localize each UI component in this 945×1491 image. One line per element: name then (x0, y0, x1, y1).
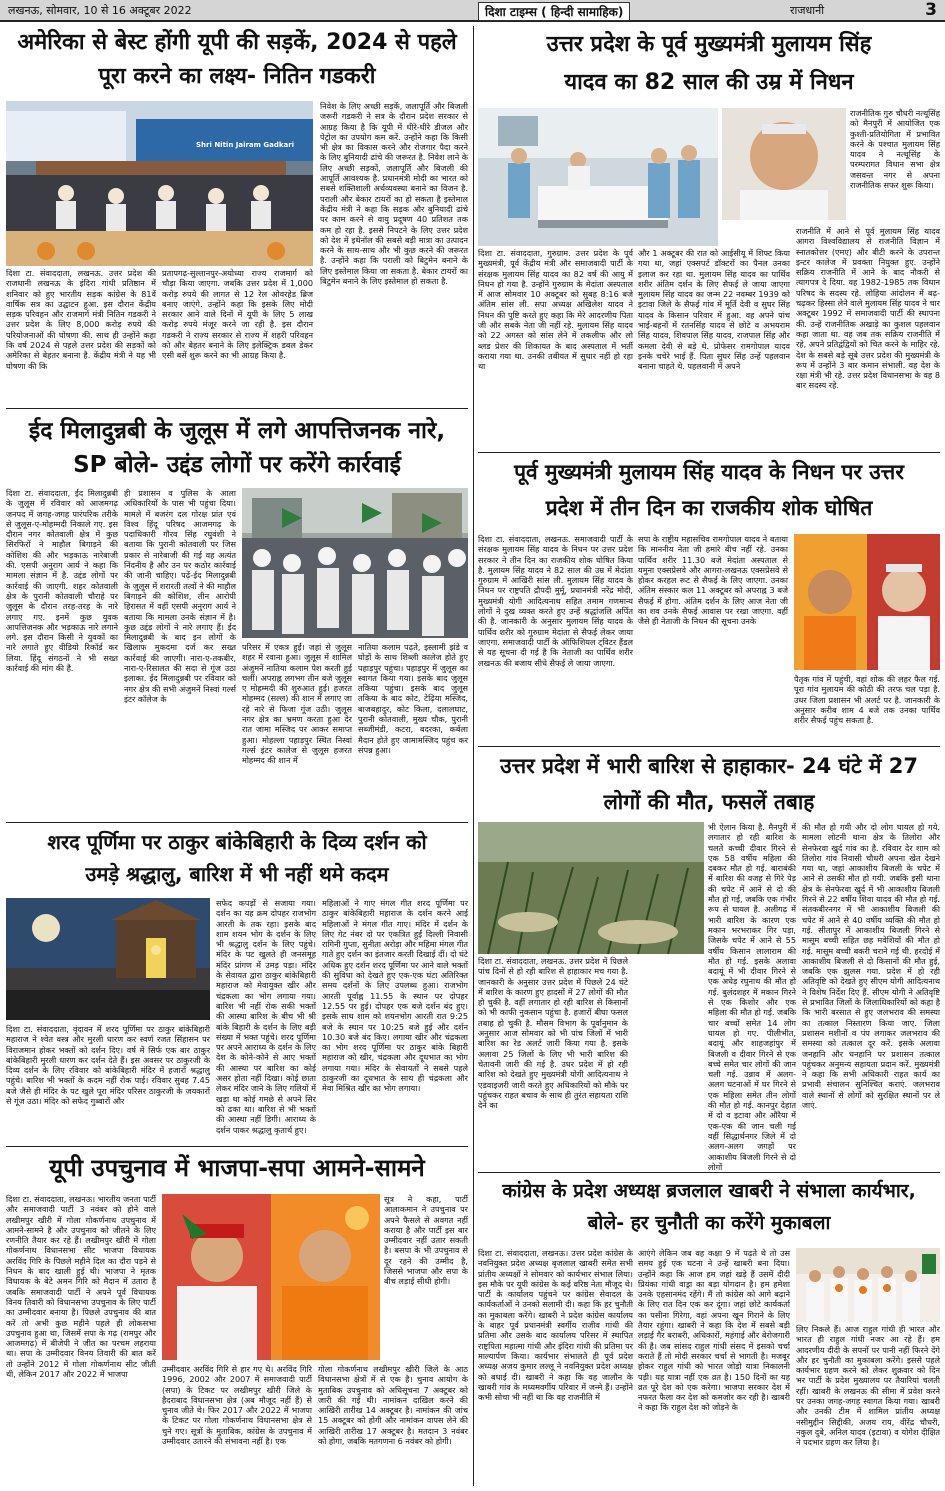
upchunav-text-col1: दिशा टा. संवाददाता, लखनऊ। भारतीय जनता पार्टी और समाजवादी पार्टी 3 नवंबर को होने वाले लखीमपुर खीरी में गोला गोकर्णनाथ उपचुनाव में आमने-सामने है और उपचुनाव को जीतने के लिए रणनीति तैयार कर रहे हैं। लखीमपुर खीरी में गोला गोकर्णनाथ विधानसभा सीट भाजपा विधायक अरविंद गिरि के पिछले महीने दिल का दौरा पड़ने से निधन के बाद खाली हुई थी। भाजपा ने मृतक विधायक के बेटे अमन गिरि को मैदान में उतारा है जबकि समाजवादी पार्टी ने अपने पूर्व विधायक विनय तिवारी को विधानसभा उपचुनाव के लिए पार्टी का उम्मीदवार बनाया है। पिछले उपचुनाव की बात करें तो अभी कुछ महीने पहले ही लोकसभा उपचुनाव हुआ था, जिसमें सपा के गढ़ (रामपुर और आजमगढ़) में बीजेपी ने जीत का परचम लहराया था। सपा के उम्मीदवार विनय तिवारी की बात करें तो उन्होंने 2012 में गोला गोकर्णनाथ सीट जीती थी, लेकिन 2017 और 2022 में भाजपा (6, 1194, 156, 1380)
upchunav-text-col2: उम्मीदवार अरविंद गिरि से हार गए थे। अरविंद गिरि 1996, 2002 और 2007 में समाजवादी पार्टी (सपा) के टिकट पर लखीमपुर खीरी जिले के हैदराबाद विधानसभा क्षेत्र (अब मौजूद नहीं हैं) से चुनाव जीते थे। फिर 2017 और 2022 में भाजपा के टिकट पर गोला गोकर्णनाथ विधानसभा क्षेत्र से चुने गए। सूत्रों के मुताबिक, कांग्रेस के उपचुनाव में उम्मीदवार उतारने की संभावना नहीं है। एक (162, 1364, 312, 1447)
header-newspaper-name: दिशा टाइम्स ( हिन्दी सामाहिक) (478, 2, 630, 21)
mulayam-text-col2: और 1 अक्टूबर की रात को आईसीयू में शिफ्ट किया गया था, जहां एक्सपर्ट डॉक्टरों का पैनल उनका इलाज कर रहा था. मुलायम सिंह यादव का पार्थिव शरीर अंतिम दर्शन के लिए सैफई ले जाया जाएगा मुलायम सिंह यादव का जन्म 22 नवम्बर 1939 को इटावा जिले के सैफई गांव में मूर्ति देवी व सुघर सिंह यादव के किसान परिवार में हुआ. वह अपने पांच भाई-बहनों में रतनसिंह यादव से छोटे व अभयराम सिंह यादव, शिवपाल सिंह यादव, राजपाल सिंह और कमला देवी से बड़े थे. प्रोफेसर रामगोपाल यादव इनके चचेरे भाई हैं. पिता सुघर सिंह उन्हें पहलवान बनाना चाहते थे. पहलवानी में अपने (638, 248, 790, 372)
gadkari-text-col1: दिशा टा. संवाददाता, लखनऊ. उत्तर प्रदेश की राजधानी लखनऊ के इंदिरा गांधी प्रतिष्ठान में शनिवार को हुए भारतीय सड़क कांग्रेस के 81वें वार्षिक सत्र का उद्घाटन हुआ. इस दौरान केंद्रीय सड़क परिवहन और राजमार्ग मंत्री नितिन गडकरी ने उत्तर प्रदेश के लिए 8,000 करोड़ रुपये की परियोजनाओं की घोषणा की. साथ ही उन्होंने कहा कि वर्ष 2024 से पहले उत्तर प्रदेश की सड़कों को अमेरिका से बेहतर बनाना है. केंद्रीय मंत्री ने यह भी घोषणा की कि (6, 268, 156, 371)
eid-text-col2: ही प्रशासन व पुलिस के आला अधिकारियों के पास भी पहुंचा दिया। मामले में बजरंग दल गोरक्ष प्रांत एवं विश्व हिंदू परिषद आजमगढ़ के पदाधिकारी गौरव सिंह रघुवंशी ने बताया कि पुरानी कोतवाली पर जिस प्रकार से नारेबाजी की गई वह अत्यंत निंदनीय है और उन पर कठोर कार्रवाई की जानी चाहिए। पढ़ें-ईद मिलादुन्नबी के जुलूस में शरारती तत्वों ने की माहौल बिगाड़ने की कोशिश, तीन आरोपी हिरासत में वहीं एसपी अनुराग आर्य ने बताया कि मामला उनके संज्ञान में है। कुछ उद्दंड लोगों ने नारे लगाए हैं। ईद मिलादुन्नबी के बाद इन लोगों के खिलाफ मुकदमा दर्ज कर सख्त कार्रवाई की जाएगी। नारा-ए-तकबीर, नारा-ए-रिसालत की सदा से गूंज उठा इलाका. ईद मिलादुन्नबी पर रविवार को नगर क्षेत्र की सभी अंजुमनें निस्वां गर्ल्स इंटर कॉलेज के (124, 488, 236, 704)
divider (6, 1146, 468, 1147)
sharad-headline-line1: शरद पूर्णिमा पर ठाकुर बांकेबिहारी के दिव्य दर्शन को (47, 830, 427, 854)
eid-text-col3: परिसर में एकत्र हुईं। जहां से जुलूस शहर में रवाना हुआ। जुलूस में शामिल अंजुमनें नातिया कलाम पेश करती हुई चलीं। अपराह्न लगभग तीन बजे जुलूस ए मोहम्मदी की शुरुआत हुई। हजरत मोहम्मद (सल्ल) की शान में लगाए जा रहे नारे से फिजा गूंज उठी। जुलूस नगर क्षेत्र का भ्रमण करता हुआ देर रात जामा मस्जिद पर आकर समाप्त हुआ। मोहल्ला पहाड़पुर स्थित निस्वां गर्ल्स इंटर कालेज से जुलूस हजरत मोहम्मद की शान में (242, 642, 352, 766)
shok-leaders-photo (794, 534, 940, 670)
gadkari-event-photo (6, 101, 313, 266)
sharad-temple-photo (6, 898, 210, 1020)
header-date: लखनऊ, सोमवार, 10 से 16 अक्टूबर 2022 (8, 4, 192, 17)
sharad-text-col2: सफेद कपड़ों से सजाया गया। दर्शन का यह क्रम दोपहर राजभोग आरती के तक रहा। इसके बाद शाम शयन भोग के दर्शन के लिए भी श्रद्धालु दर्शन के लिए पहुंचे। मंदिर के पट खुलते ही जनसमूह मंदिर प्रांगण में उमड़ पड़ा। मंदिर के सेवायत द्वारा ठाकुर बांकेबिहारी महाराज को मेवायुक्त खीर और चंद्रकला का भोग लगाया गया। बारिश भी नहीं रोक सकी भक्तों की आस्था बारिश के बीच भी श्री बांके बिहारी के दर्शन के लिए बड़ी संख्या में भक्त पहुंचे। शरद पूर्णिमा पर अपने आराध्य के दर्शन के लिए देश के कोने-कोने से आए भक्तों की आस्था पर बारिश का कोई असर होता नहीं दिखा। कोई छाता लेकर मंदिर जाने के लिए गलियों में खड़ा था कोई गमछे से अपने सिर को ढका था। बारिश से भी भक्तों की आस्था नहीं डिगी। आराध्य के दर्शन पाकर श्रद्धालु कृतार्थ हुए। (216, 898, 316, 1135)
khabri-text-col3: लिए निकले हैं। आज राहुल गांधी ही भारत और भारत ही राहुल गांधी नजर आ रहे हैं। हम आदरणीय दीदी के सपनों पर पानी नहीं फिरने देंगे और हर चुनौती का मुकाबला करेंगे। इससे पहले कार्यभार ग्रहण करने को लेकर शुक्रवार को दिन भर पार्टी के प्रदेश मुख्यालय पर तैयारियां चलती रहीं। खाबरी के लखनऊ की सीमा में प्रवेश करने पर उनका जगह-जगह स्वागत किया गया। खाबरी और उनकी टीम में शामिल प्रांतीय अध्यक्ष नसीमुद्दीन सिद्दीकी, अजय राय, वीरेंद्र चौधरी, नकुल दुबे, अनिल यादव (इटावा) व योगेश दीक्षित ने पदभार ग्रहण कर लिया है। (796, 1324, 940, 1448)
khabri-headline-line1: कांग्रेस के प्रदेश अध्यक्ष ब्रजलाल खाबरी ने संभाला कार्यभार, (502, 1180, 916, 1202)
mulayam-hospital-photo (478, 108, 718, 246)
upchunav-text-col3: सूत्र ने कहा, पार्टी आलाकमान ने उपचुनाव पर अपने फैसले से अवगत नहीं कराया है और पार्टी इस बार उम्मीदवार नहीं उतार सकती है। बसपा के भी उपचुनाव से दूर रहने की उम्मीद है, जिससे भाजपा और सपा के बीच लड़ाई सीधी होगी। (384, 1194, 468, 1287)
barish-text-col2-bottom (634, 956, 796, 1168)
upchunav-leaders-photo (162, 1194, 380, 1360)
khabri-text-col1: दिशा टा. संवाददाता, लखनऊ। उत्तर प्रदेश कांग्रेस के नवनियुक्त प्रदेश अध्यक्ष बृजलाल खाबरी समेत सभी प्रांतीय अध्यक्षों ने सोमवार को कार्यभार संभाल लिया। इस मौके पर यूपी कांग्रेस के कई वरिष्ठ नेता मौजूद थे। पार्टी के कार्यालय पहुंचने पर कांग्रेस सेवादल के कार्यकर्ताओं ने उनको सलामी दी। कहा कि हर चुनौती का मुकाबला करेंगे। खाबरी ने प्रदेश कांग्रेस कार्यालय के बाहर पूर्व प्रधानमंत्री स्वर्गीय राजीव गांधी की प्रतिमा और उसके बाद कार्यालय परिसर में स्थापित राष्ट्रपिता महात्मा गांधी और इंदिरा गांधी की प्रतिमा पर माल्यार्पण किया। कार्यभार संभालते ही पूर्व प्रदेश अध्यक्ष अजय कुमार लल्लू ने नवनियुक्त प्रदेश अध्यक्ष को बधाई दी। खाबरी ने कहा कि वह जालौन के खाबरी गांव के मध्यमवर्गीय परिवार में जन्मे हैं। उन्होंने कभी सोचा भी नहीं था कि वह राजनीति में (478, 1248, 633, 1403)
gadkari-text-col2: प्रतापगढ़-सुल्तानपुर-अयोध्या राज्य राजमार्ग को चौड़ा किया जाएगा. जबकि उत्तर प्रदेश में 1,000 करोड़ रुपये की लागत से 12 रेल ओवरहेड ब्रिज बनाए जाएंगे. उन्होंने कहा कि इसके लिए मोदी सरकार आने वाले दिनों में यूपी के लिए 5 लाख करोड़ रुपये मंजूर करने जा रही है. इस दौरान गडकरी ने राज्य सरकार से राज्य में शहरी परिवहन को और बेहतर बनाने के लिए इलेक्ट्रिक डबल डेकर एसी बसें शुरू करने का भी आग्रह किया है. (162, 268, 313, 361)
barish-text-col3: की मौत हो गयी और दो लोग घायल हो गये. मामला लोटनी थाना क्षेत्र के तिलोरा और सेनफेरवा खुर्द गांव का है. रविवार देर शाम को तिलोरा गांव निवासी चौधरी अपना खेत देखने गया था, जहां आकाशीय बिजली के चपेट में आने से उसकी मौत हो गयी. जबकि इसी थाना क्षेत्र के सेनफेरवा खुर्द में भी आकाशीय बिजली गिरने से 22 वर्षीय शिवा यादव की मौत हो गई. संतकबीरनगर में भी आकाशीय बिजली की चपेट में आने से 40 वर्षीय व्यक्ति की मौत हो गई. सीतापुर में आकाशीय बिजली गिरने से मासूम बच्ची सहित छह मवेशियों की मौत हो गई. मासूम बच्ची बकरी चराने गई थी. हरदोई में आकाशीय बिजली से दो किसानों की मौत हुई, जबकि एक झुलस गया. प्रदेश में हो रही अतिवृष्टि को देखते हुए सीएम योगी आदित्यनाथ ने विशेष निर्देश दिए हैं. सीएम योगी ने अतिवृष्टि से प्रभावित जिलों के जिलाधिकारियों को कहा है कि भारी बरसात से हुए जलभराव की समस्या का तत्काल निस्तारण किया जाए. जिला प्रशासन मशीनों व पंप लगाकर जलभराव की समस्या को तत्काल दूर करें. इसके अलावा जनहानि और धनहानि पर प्रशासन तत्काल पहुंचकर अनुमन्य सहायता प्रदान करें. मुख्यमंत्री ने कहा कि सभी अधिकारी राहत कार्य का प्रभावी संचालन सुनिश्चित कराएं. जलभराव वाले स्थानों से लोगों को सुरक्षित स्थानों पर ले जाएं. (802, 822, 940, 1111)
barish-text-col2-top: भी ऐलान किया है. मैनपुरी में लगातार हो रही बारिश के चलते कच्ची दीवार गिरने से एक 58 वर्षीय महिला की दबकर मौत हो गई. बाराबंकी में बारिश की वजह से गिरे पेड़ की चपेट में आने से दो की मौत हो गई, जबकि एक गंभीर रूप से घायल है. अलीगढ़ में भारी बारिश के कारण एक मकान भरभराकर गिर पड़ा, जिसके चपेट में आने से 55 वर्षीय किसान लालाराम की मौत हो गई. इसके अलावा बदायूं में भी दीवार गिरने से एक अधेड़ रघुनाथ की मौत हो गई. बुलंदशहर में मकान गिरने से एक किशोर और एक महिला की मौत हो गई. जबकि चार बच्चों समेत 14 लोग घायल हो गए. पीलीभीत, बदायूं और शाहजहांपुर में बिजली व दीवार गिरने से एक बच्चे समेत चार लोगों की जान चली गई. उन्नाव में अलग-अलग घटनाओं में घर गिरने से एक महिला समेत तीन लोगों की मौत हो गई. कानपुर देहात में दो व इटावा और औरैया में एक-एक की जान चली गई वहीं सिद्धार्थनगर जिले में दो अलग-अलग जगहों पर आकाशीय बिजली गिरने से दो लोगों (708, 822, 796, 1172)
sharad-text-col3: महिलाओं ने गाए मंगल गीत शरद पूर्णिमा पर ठाकुर बांकेबिहारी महाराज के दर्शन करने आई महिलाओं ने मंगल गीत गाए। मंदिर में दर्शन के लिए गेट नंबर दो पर एकत्रित हुईं दिल्ली निवासी रागिनी गुप्ता, सुनीता अरोड़ा और महिमा मंगल गीत गाते हुए दर्शन का इंतजार करती दिखाई दीं। दो घंटे अधिक हुए दर्शन शरद पूर्णिमा पर आने वाले भक्तों की सुविधा को देखते हुए एक-एक घंटा अतिरिक्त समय दर्शनों के लिए उपलब्ध हुआ। राजभोग आरती पूर्वाह्न 11.55 के स्थान पर दोपहर 12.55 पर हुई। दोपहर एक बजे दर्शन बंद हुए। इसके साथ शाम को शयनभोग आरती रात 9:25 बजे के स्थान पर 10:25 बजे हुई और दर्शन 10.30 बजे बंद किए। लगाया खीर और चंद्रकला का भोग शरद पूर्णिमा पर ठाकुर बांके बिहारी महाराज को खीर, चंद्रकला और दूधभात का भोग लगाया गया। मंदिर के सेवायतों ने सबसे पहले ठाकुरजी का दूधभात के साथ ही चंद्रकला और मेवा मिश्रित खीर का भोग लगाया। (322, 898, 468, 1094)
khabri-ceremony-photo (796, 1248, 940, 1322)
divider (6, 822, 468, 823)
mulayam-headline-line1: उत्तर प्रदेश के पूर्व मुख्यमंत्री मुलायम सिंह (546, 32, 872, 57)
khabri-text-col2: आएंगे लेकिन जब वह कक्षा 9 में पढ़ते थे तो उस समय हुई एक घटना ने उन्हें खाबरी बना दिया। उन्होंने कहा कि आज हम जहां खड़े हैं उसमें दीदी प्रियंका गांधी वाड्रा का बड़ा योगदान है। हम हमेशा उनके एहसानमंद रहेंगे। मैं तो कांग्रेस को आगे बढ़ाने के लिए रात दिन एक कर दूंगा। जहां छोटे कार्यकर्ता का पसीना गिरेगा, वहां अपना खून गिराने के लिए तैयार रहूंगा। खाबरी ने कहा कि देश में सबसे बड़ी लड़ाई गैर बराबरी, अधिकारों, महंगाई और बेरोजगारी की है। जब सांसद राहुल गांधी संसद में इसको चर्चा कराते हैं तो मोदी सरकार चर्चा से भागती है। मजबूर होकर राहुल गांधी को भारत जोड़ो यात्रा निकालनी पड़ी। यह यात्रा नहीं एक व्रत है। 150 दिनों का यह व्रत पूरे देश को एक करेगा। भाजपा सरकार देश में नफरत फैला कर देश को कमजोर कर रही है। खाबरी ने कहा कि राहुल देश को जोड़ने के (638, 1248, 790, 1413)
eid-headline-line1: ईद मिलादुन्नबी के जुलूस में लगे आपत्तिजनक नारे, (28, 418, 446, 444)
divider (6, 408, 468, 409)
gadkari-text-col3: निवेश के लिए अच्छी सड़कें, जलापूर्ति और बिजली जरूरी गडकरी ने सत्र के दौरान प्रदेश सरकार से आग्रह किया है कि यूपी में धीरे-धीरे डीजल और पेट्रोल का उपयोग कम करें. उन्होंने कहा कि किसी भी क्षेत्र का विकास करने और रोजगार पैदा करने के लिए बुनियादी ढांचे की जरूरत है. निवेश लाने के लिए अच्छी सड़कों, जलापूर्ति और बिजली की आपूर्ति आवश्यक है. प्रधानमंत्री मोदी का भारत को सबसे शक्तिशाली अर्थव्यवस्था बनाने का विजन है. पराली और बेकार टायरों का हो सकता है इस्तेमाल केंद्रीय मंत्री ने कहा कि सड़क और बुनियादी ढांचे पर काम करने से वायु प्रदूषण 40 प्रतिशत तक कम हो रहा है. इससे निपटने के लिए उत्तर प्रदेश को देश में इथेनॉल की सबसे बड़ी मात्रा का उत्पादन करने के साथ-साथ और भी कुछ करने की जरूरत है. उन्होंने कहा कि पराली को बिटुमेन बनाने के लिए इस्तेमाल किया जा सकता है. बेकार टायरों का बिटुमेन बनाने के लिए इस्तेमाल हो सकता है. (320, 101, 468, 287)
divider (478, 452, 940, 453)
upchunav-headline: यूपी उपचुनाव में भाजपा-सपा आमने-सामने (49, 1154, 425, 1182)
barish-headline-line2: लोगों की मौत, फसलें तबाह (603, 790, 815, 814)
shok-headline-line2: प्रदेश में तीन दिन का राजकीय शोक घोषित (545, 496, 873, 520)
khabri-headline-line2: बोले- हर चुनौती का करेंगे मुकाबला (587, 1212, 831, 1234)
shok-headline-line1: पूर्व मुख्यमंत्री मुलायम सिंह यादव के निधन पर उत्तर (514, 460, 904, 484)
gadkari-headline-line1: अमेरिका से बेस्ट होंगी यूपी की सड़कें, 2024 से पहले (17, 30, 457, 55)
mulayam-headline-line2: यादव का 82 साल की उम्र में निधन (564, 70, 854, 95)
gadkari-headline-line2: पूरा करने का लक्ष्य- नितिन गडकरी (98, 64, 376, 89)
mulayam-aside-text: राजनीतिक गुरु चौधरी नत्थूसिंह को मैनपुरी में आयोजित एक कुश्ती-प्रतियोगिता में प्रभावित करने के पश्चात मुलायम सिंह यादव ने नत्थूसिंह के परम्परागत विधान सभा क्षेत्र जसवन्त नगर से अपना राजनीतिक सफर शुरू किया। (850, 108, 940, 191)
upchunav-text-col4: गोला गोकर्णनाथ लखीमपुर खीरी जिले के आठ विधानसभा क्षेत्रों में से एक है। चुनाव आयोग के मुताबिक उपचुनाव को अधिसूचना 7 अक्टूबर को जारी की गई थी। नामांकन दाखिल करने की आखिरी तारीख 14 अक्टूबर है। नामांकन की जांच 15 अक्टूबर को होगी और नामांकन वापस लेने की आखिरी तारीख 17 अक्टूबर है। मतदान 3 नवंबर को होगा, जबकि मतगणना 6 नवंबर को होगी। (318, 1364, 468, 1447)
barish-text-col1: दिशा टा. संवाददाता, लखनऊ. उत्तर प्रदेश में पिछले पांच दिनों से हो रही बारिश से हाहाकार मच गया है. जानकारी के अनुसार उत्तर प्रदेश में पिछले 24 घंटे में बारिश के कारण हुए हादसों में 27 लोगों की मौत हो चुकी है. वहीं लगातार हो रही बारिश से किसानों को भी काफी नुकसान पहुंचा है. हजारों बीघा फसल तबाह हो चुकी है. मौसम विभाग के पूर्वानुमान के अनुसार आज सोमवार को भी पांच जिलों में भारी बारिश का रेड अलर्ट जारी किया गया है. इसके अलावा 25 जिलों के लिए भी भारी बारिश की चेतावनी जारी की गई है. उधर प्रदेश में हो रही बारिश को देखते हुए मुख्यमंत्री योगी आदित्यनाथ ने एडवाइजरी जारी करते हुए अधिकारियों को मौके पर पहुंचकर राहत बचाव के साथ ही तुरंत सहायता राशि देने का (478, 956, 628, 1111)
eid-procession-photo (242, 488, 468, 638)
barish-headline-line1: उत्तर प्रदेश में भारी बारिश से हाहाकार- 24 घंटे में 27 (500, 754, 918, 778)
gadkari-photo-banner-text: Shri Nitin Jairam Gadkari (196, 141, 295, 149)
mulayam-text-col1: दिशा टा. संवाददाता, गुरुग्राम. उत्तर प्रदेश के पूर्व मुख्यमंत्री, पूर्व केंद्रीय मंत्री और समाजवादी पार्टी के संरक्षक मुलायम सिंह यादव का 82 वर्ष की आयु में निधन हो गया है. उन्होंने गुरुग्राम के मेदांता अस्पताल में आज सोमवार 10 अक्टूबर को सुबह 8:16 बजे अंतिम सांस ली. सपा अध्यक्ष अखिलेश यादव ने निधन की पुष्टि करते हुए कहा कि मेरे आदरणीय पिता जी और सबके नेता जी नहीं रहे. मुलायम सिंह यादव को 22 अगस्त को सांस लेने में तकलीफ और लो ब्लड प्रेशर की शिकायत के बाद अस्पताल में भर्ती कराया गया था. उनकी तबीयत में सुधार नहीं हो रहा था (478, 248, 633, 372)
column-divider (473, 26, 474, 1486)
shok-text-col3: पैतृक गांव में पहुंची, वहां शोक की लहर फैल गई. पूरा गांव मुलायम की कोठी की तरफ चल पड़ा है. उधर जिला प्रशासन भी अलर्ट पर है. जानकारी के अनुसार करीब शाम 4 बजे तक उनका पार्थिव शरीर सैफई पहुंच सकता है. (794, 674, 940, 726)
divider (478, 746, 940, 747)
shok-text-col1: दिशा टा. संवाददाता, लखनऊ. समाजवादी पार्टी के संरक्षक मुलायम सिंह यादव के निधन पर उत्तर प्रदेश सरकार ने तीन दिन का राजकीय शोक घोषित किया है. मुलायम सिंह यादव ने 82 साल की उम्र में मेदांता गुरुग्राम में आखिरी सांस ली. मुलायम सिंह यादव के निधन पर राष्ट्रपति द्रौपदी मुर्मू, प्रधानमंत्री नरेंद्र मोदी, मुख्यमंत्री योगी आदित्यनाथ सहित तमाम गणमान्य लोगों ने दुख व्यक्त करते हुए उन्हें श्रद्धांजलि अर्पित की है. जानकारी के अनुसार मुलायम सिंह यादव के पार्थिव शरीर को गुरुग्राम मेदांता से सैफई लेकर जाया जाएगा. समाजवादी पार्टी के ऑफिशियल ट्विटर हैंडल से यह सूचना दी गई है कि नेताजी का पार्थिव शरीर लखनऊ की बजाय सीधे सैफई ले जाया जाएगा. (478, 534, 633, 668)
sharad-text-col1: दिशा टा. संवाददाता, वृंदावन में शरद पूर्णिमा पर ठाकुर बांकेबिहारी महाराज ने श्वेत वस्त्र और मुरली धारण कर स्वर्ण रजत सिंहासन पर विराजमान होकर भक्तों को दर्शन दिए। वर्ष में सिर्फ एक बार ठाकुर बांकेबिहारी मुरली धारण कर दर्शन देते हैं। इस अवसर पर ठाकुरजी के दिव्य दर्शन के लिए रविवार को बांकेबिहारी मंदिर में हजारों श्रद्धालु पहुंचे। बारिश भी भक्तों के कदम नहीं रोक पाई। रविवार सुबह 7.45 बजे जैसे ही मंदिर के पट खुले पूरा मंदिर परिसर ठाकुरजी के जयकारों से गूंज उठा। मंदिर को सफेद गुब्बारों और (6, 1024, 210, 1107)
header-section: राजधानी (790, 4, 825, 17)
mulayam-portrait-photo (722, 108, 846, 220)
page-header-bar (0, 0, 945, 22)
shok-text-col2: सपा के राष्ट्रीय महासचिव रामगोपाल यादव ने बताया कि माननीय नेता जी हमारे बीच नहीं रहे. उनका पार्थिव शरीर 11.30 बजे मेदांता अस्पताल से यमुना एक्सप्रेसवे और आगरा-लखनऊ एक्सप्रेसवे से होकर करहल रूट से सैफई के लिए जाएगा. उनका अंतिम संस्कार कल 11 अक्टूबर को अपराह्न 3 बजे सैफई में होगा. अंतिम दर्शन के लिए आज नेता जी का शव उनके सैफई आवास पर रखा जाएगा. वहीं जैसे ही नेताजी के निधन की सूचना उनके (638, 534, 788, 627)
barish-flooded-crop-photo (478, 822, 704, 954)
mulayam-text-col3: राजनीति में आने से पूर्व मुलायम सिंह यादव आगरा विश्वविद्यालय से राजनीति विज्ञान में स्नातकोत्तर (एमए) और बीटी करने के उपरान्त इन्टर कालेज में प्रवक्ता नियुक्त हुए. उन्होंने सक्रिय राजनीति में आने के बाद नौकरी से त्यागपत्र दे दिया. वह 1982-1985 तक विधान परिषद के सदस्य रहे. लोहिया आंदोलन में बढ़-चढ़कर हिस्सा लेने वाले मुलायम सिंह यादव ने चार अक्टूबर 1992 में समाजवादी पार्टी की स्थापना की. उन्हें राजनीतिक अखाड़े का कुशल पहलवान कहा जाता था. वह जब तक सक्रिय राजनीति में रहे, अपने प्रतिद्वंद्वियों को चित करने के माहिर रहे. देश के सबसे बड़े सूबे उत्तर प्रदेश की मुख्यमंत्री के रूप में उन्होंने 3 बार कमान संभाली. वह देश के रक्षा मंत्री भी रहे. उत्तर प्रदेश विधानसभा के वह 8 बार सदस्य रहे. (796, 226, 940, 391)
eid-text-col1: दिशा टा. संवाददाता, ईद मिलादुन्नबी के जुलूस में रविवार को आजमगढ़ जनपद में जगह-जगह पारंपरिक तरीके से जुलूस-ए-मोहम्मदी निकाले गए. इस दौरान नगर कोतवाली क्षेत्र में कुछ सिरफिरों ने माहौल बिगाड़ने की कोशिश की और भड़काऊ नारेबाजी की. एसपी अनुराग आर्य ने कहा कि मामला संज्ञान में है. उद्दंड लोगों पर कार्रवाई की जाएगी. शहर कोतवाली क्षेत्र के पुरानी कोतवाली चौराहे पर जुलूस के दौरान तरह-तरह के नारे लगाए गए. इनमें कुछ युवक आपत्तिजनक और भड़काऊ नारे लगाने लगे. इस दौरान किसी ने युवकों का नारे लगाते हुए वीडियो रिकॉर्ड कर लिया. हिंदू संगठनों ने भी सख्त कार्रवाई की मांग की है. (6, 488, 118, 674)
divider (478, 1172, 940, 1173)
eid-headline-line2: SP बोले- उद्दंड लोगों पर करेंगे कार्रवाई (73, 452, 401, 478)
eid-text-col4: नातिया कलाम पढ़ते, इस्लामी झंडे व घोड़ों के साथ शिब्ली कालेज होते हुए पहाड़पुर पहुंचा। पहाड़पुर में जुलूस का स्वागत किया गया। इसके बाद जुलूस तकिया पहुंचा। इसके बाद जुलूस तकिया के बाद कोट, टेढ़िया मस्जिद, बाजबहादुर, कोट किला, दलालघाट, पुरानी कोतवाली, मुख्य चौक, पुरानी सब्जीमंडी, कटरा, बदरका, कर्बला मैदान होते हुए जामामस्जिद पहुंच कर संपन्न हुआ। (358, 642, 468, 755)
header-page-number: 3 (925, 0, 937, 20)
sharad-headline-line2: उमड़े श्रद्धालु, बारिश में भी नहीं थमे कदम (85, 862, 389, 886)
